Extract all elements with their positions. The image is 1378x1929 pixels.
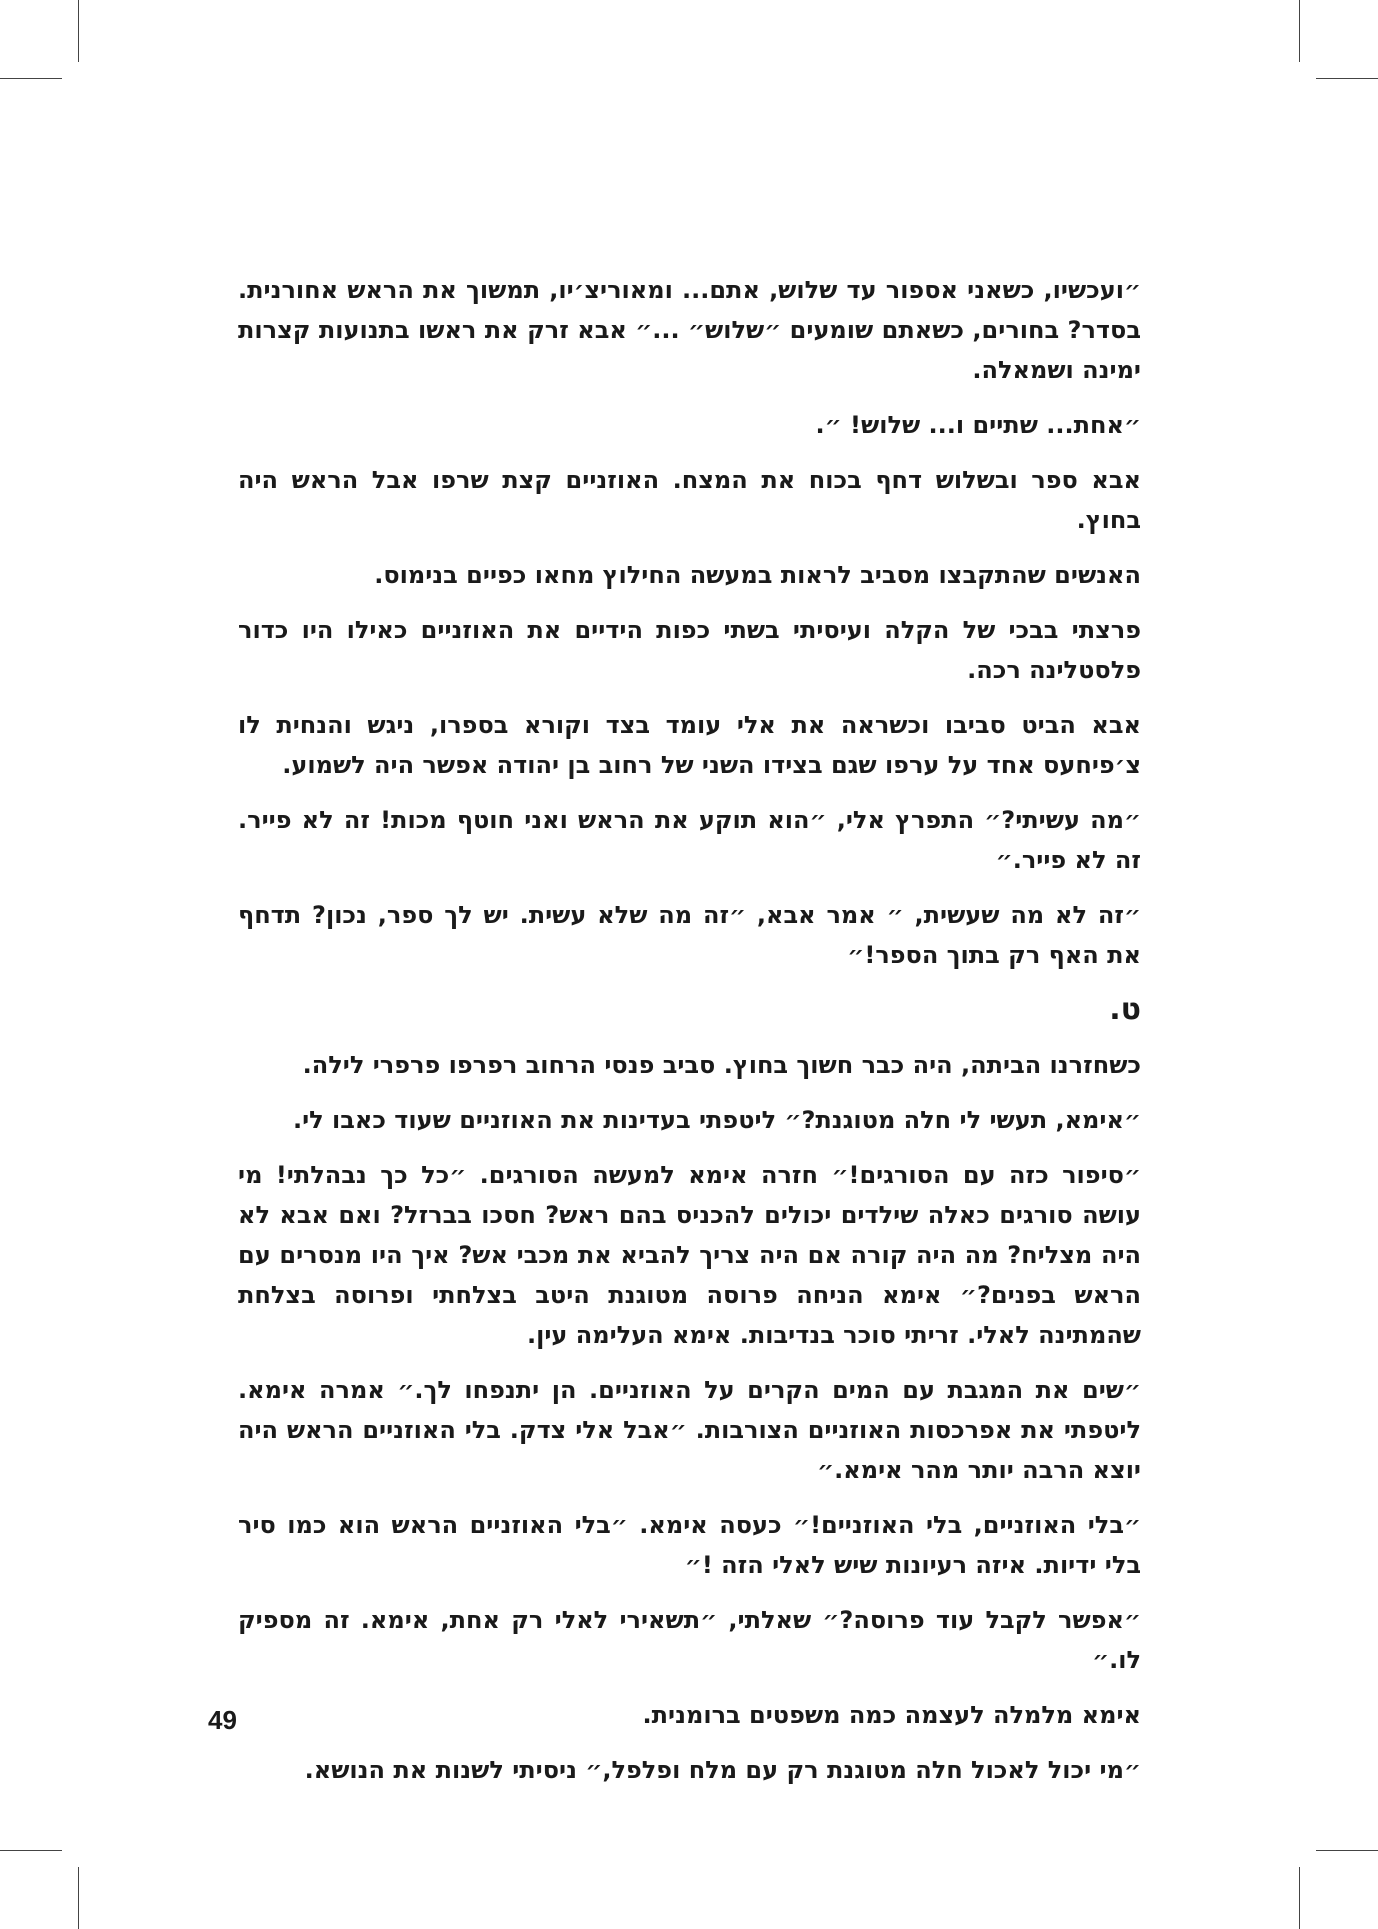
paragraph-11: ״סיפור כזה עם הסורגים!״ חזרה אימא למעשה הסורגים. ״כל כך נבהלתי! מי עושה סורגים כאלה שילדים יכולים להכניס בהם ראש? חסכו בברזל? ואם אבא לא היה מצליח? מה היה קורה אם היה צריך להביא את מכבי אש? איך היו מנסרים עם הראש בפנים?״ אימא הניחה פרוסה מטוגנת היטב בצלחתי ופרוסה בצלחת שהמתינה לאלי. זריתי סוכר בנדיבות. אימא העלימה עין. <box>238 1161 1141 1349</box>
paragraph-13: ״בלי האוזניים, בלי האוזניים!״ כעסה אימא. ״בלי האוזניים הראש הוא כמו סיר בלי ידיות. איזה רעיונות שיש לאלי הזה !״ <box>238 1511 1141 1579</box>
page-number: 49 <box>208 1705 237 1735</box>
paragraph-9: כשחזרנו הביתה, היה כבר חשוך בחוץ. סביב פנסי הרחוב רפרפו פרפרי לילה. <box>302 1051 1141 1079</box>
section-heading: ט. <box>1109 992 1141 1027</box>
paragraph-10: ״אימא, תעשי לי חלה מטוגנת?״ ליטפתי בעדינות את האוזניים שעוד כאבו לי. <box>292 1106 1141 1134</box>
crop-mark-top-left-h <box>0 78 62 79</box>
paragraph-3: אבא ספר ובשלוש דחף בכוח את המצח. האוזניים קצת שרפו אבל הראש היה בחוץ. <box>238 466 1141 534</box>
paragraph-15: אימא מלמלה לעצמה כמה משפטים ברומנית. <box>642 1701 1141 1729</box>
crop-mark-top-right <box>1299 0 1300 62</box>
paragraph-4: האנשים שהתקבצו מסביב לראות במעשה החילוץ מחאו כפיים בנימוס. <box>374 561 1141 589</box>
paragraph-1: ״ועכשיו, כשאני אספור עד שלוש, אתם... ומאוריצ׳יו, תמשוך את הראש אחורנית. בסדר? בחורים, כשאתם שומעים ״שלוש״ ...״ אבא זרק את ראשו בתנועות קצרות ימינה ושמאלה. <box>238 276 1141 384</box>
crop-mark-top-right-h <box>1316 78 1378 79</box>
paragraph-16: ״מי יכול לאכול חלה מטוגנת רק עם מלח ופלפל,״ ניסיתי לשנות את הנושא. <box>304 1756 1141 1784</box>
crop-mark-bottom-right <box>1299 1867 1300 1929</box>
paragraph-8: ״זה לא מה שעשית, ״ אמר אבא, ״זה מה שלא עשית. יש לך ספר, נכון? תדחף את האף רק בתוך הספר!״ <box>238 901 1141 969</box>
paragraph-6: אבא הביט סביבו וכשראה את אלי עומד בצד וקורא בספרו, ניגש והנחית לו צ׳פיחעס אחד על ערפו שגם בצידו השני של רחוב בן יהודה אפשר היה לשמוע. <box>238 711 1141 779</box>
paragraph-5: פרצתי בבכי של הקלה ועיסיתי בשתי כפות הידיים את האוזניים כאילו היו כדור פלסטלינה רכה. <box>238 616 1141 684</box>
page-body <box>238 270 1141 1805</box>
crop-mark-bottom-right-h <box>1316 1850 1378 1851</box>
crop-mark-bottom-left-h <box>0 1850 62 1851</box>
paragraph-7: ״מה עשיתי?״ התפרץ אלי, ״הוא תוקע את הראש ואני חוטף מכות! זה לא פייר. זה לא פייר.״ <box>238 806 1141 874</box>
paragraph-2: ״אחת... שתיים ו... שלוש! ״. <box>815 411 1141 439</box>
crop-mark-top-left <box>78 0 79 62</box>
paragraph-12: ״שים את המגבת עם המים הקרים על האוזניים. הן יתנפחו לך.״ אמרה אימא. ליטפתי את אפרכסות האוזניים הצורבות. ״אבל אלי צדק. בלי האוזניים הראש היה יוצא הרבה יותר מהר אימא.״ <box>238 1376 1141 1484</box>
paragraph-14: ״אפשר לקבל עוד פרוסה?״ שאלתי, ״תשאירי לאלי רק אחת, אימא. זה מספיק לו.״ <box>238 1606 1141 1674</box>
crop-mark-bottom-left <box>78 1867 79 1929</box>
